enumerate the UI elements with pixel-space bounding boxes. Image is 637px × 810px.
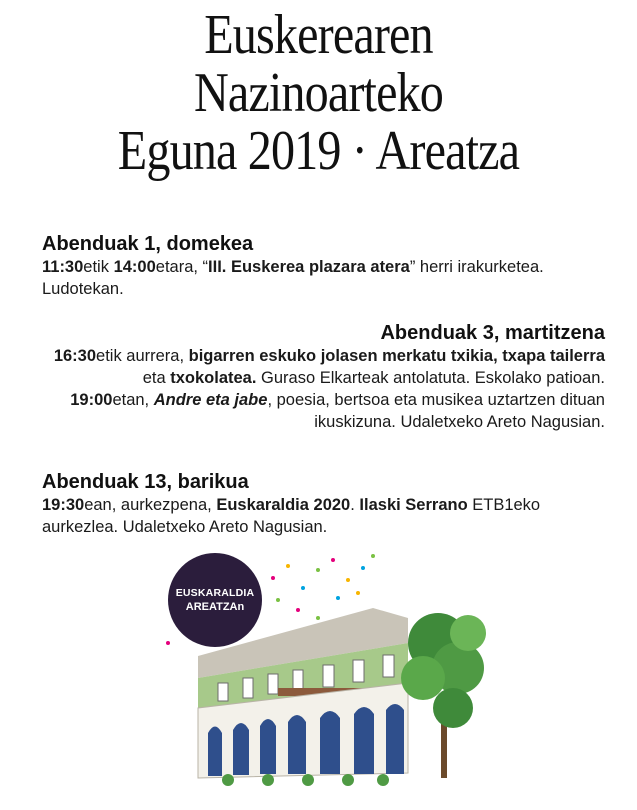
event-text: etan, — [112, 391, 154, 409]
event-time: 11:30 — [42, 258, 84, 276]
title-line-2: Nazinoarteko — [193, 62, 444, 124]
title-line-1: Euskerearen — [204, 4, 433, 66]
badge-line-1: EUSKARALDIA — [175, 587, 255, 599]
tree — [401, 613, 486, 778]
event-date: Abenduak 13, barikua — [42, 471, 249, 493]
event-time: 16:30 — [53, 347, 97, 365]
event-description — [45, 389, 605, 433]
event-block-1 — [42, 232, 562, 300]
event-text: ean, aurkezpena, — [84, 496, 217, 514]
poster-title — [45, 6, 593, 180]
event-time: 19:30 — [42, 496, 85, 514]
title-line-3: Eguna 2019 · Areatza — [117, 120, 520, 182]
event-text: etik — [83, 258, 114, 276]
event-text: Guraso Elkarteak antolatuta. Eskolako patioan. — [256, 369, 605, 387]
event-text: ” herri irakurketea. Ludotekan. — [42, 258, 544, 298]
event-text: ETB1eko aurkezlea. Udaletxeko Areto Nagusian. — [42, 496, 541, 536]
event-description — [45, 345, 605, 389]
event-highlight: III. Euskerea plazara atera — [208, 258, 410, 276]
event-highlight: Euskaraldia 2020 — [216, 496, 351, 514]
event-description — [42, 494, 602, 538]
event-highlight: txokolatea. — [170, 369, 257, 387]
event-highlight: Andre eta jabe — [153, 391, 268, 409]
event-text: . — [350, 496, 360, 514]
badge-line-2: AREATZAn — [185, 601, 245, 613]
event-text: , poesia, bertsoa eta musikea uztartzen dituan ikuskizuna. Udaletxeko Areto Nagusian. — [267, 391, 605, 431]
event-text: eta — [142, 369, 171, 387]
event-time: 14:00 — [113, 258, 156, 276]
event-highlight: Ilaski Serrano — [359, 496, 468, 514]
event-highlight: bigarren eskuko jolasen merkatu txikia, txapa tailerra — [188, 347, 605, 365]
event-time: 19:00 — [70, 391, 113, 409]
event-date: Abenduak 3, martitzena — [380, 322, 605, 344]
euskaraldia-badge — [168, 553, 262, 647]
event-block-3 — [42, 470, 602, 538]
event-text: etik aurrera, — [96, 347, 189, 365]
event-date: Abenduak 1, domekea — [42, 233, 254, 255]
event-description — [42, 256, 562, 300]
event-block-2 — [45, 321, 605, 433]
event-text: etara, “ — [155, 258, 209, 276]
